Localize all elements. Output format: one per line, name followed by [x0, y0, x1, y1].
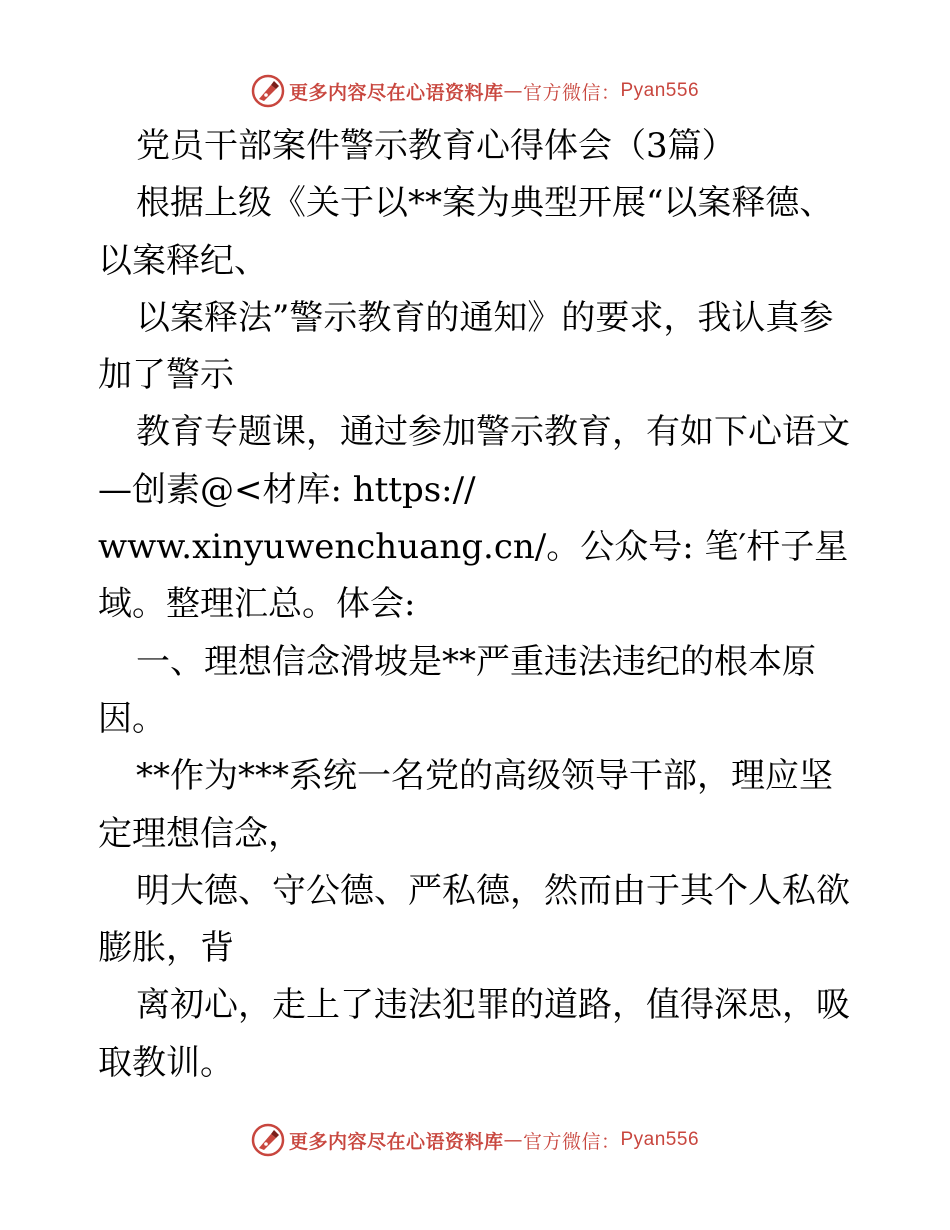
paragraph-line: www.xinyuwenchuang.cn/。公众号: 笔′杆子星 [98, 527, 849, 568]
watermark-wechat-label: 官方微信： [522, 1130, 621, 1153]
paragraph-line: **作为***系统一名党的高级领导干部，理应坚 [136, 756, 833, 797]
pen-nib-logo-icon [251, 1123, 285, 1157]
section-heading: 一、理想信念滑坡是**严重违法违纪的根本原 [136, 641, 816, 682]
document-title: 党员干部案件警示教育心得体会（3篇） [136, 126, 736, 166]
paragraph-line: 教育专题课，通过参加警示教育，有如下心语文 [136, 412, 850, 453]
paragraph-line: 定理想信念， [98, 813, 302, 854]
pen-nib-logo-icon [251, 74, 285, 108]
watermark-dash: — [503, 80, 523, 102]
paragraph-line: 以案释法”警示教育的通知》的要求，我认真参 [136, 297, 834, 338]
paragraph-line: 膨胀，背 [98, 928, 234, 969]
watermark-wechat-id: Pyan556 [620, 80, 700, 101]
paragraph-line: 取教训。 [98, 1042, 234, 1083]
watermark-wechat-id: Pyan556 [620, 1129, 700, 1150]
paragraph-line: 离初心，走上了违法犯罪的道路，值得深思，吸 [136, 985, 850, 1026]
paragraph-line: 根据上级《关于以**案为典型开展“以案释德、 [136, 183, 834, 224]
paragraph-line: 域。整理汇总。体会: [98, 584, 416, 625]
document-body [98, 118, 858, 1092]
header-watermark [0, 71, 950, 111]
watermark-main-text: 更多内容尽在心语资料库 [288, 81, 504, 104]
paragraph-line: —创素@<材库: https:// [98, 469, 476, 510]
paragraph-line: 以案释纪、 [98, 240, 268, 281]
paragraph-line: 明大德、守公德、严私德，然而由于其个人私欲 [136, 870, 850, 911]
paragraph-line: 加了警示 [98, 355, 234, 396]
footer-watermark [0, 1120, 950, 1160]
watermark-wechat-label: 官方微信： [522, 81, 621, 104]
paragraph-line: 因。 [98, 698, 166, 739]
watermark-main-text: 更多内容尽在心语资料库 [288, 1130, 504, 1153]
watermark-dash: — [503, 1129, 523, 1151]
